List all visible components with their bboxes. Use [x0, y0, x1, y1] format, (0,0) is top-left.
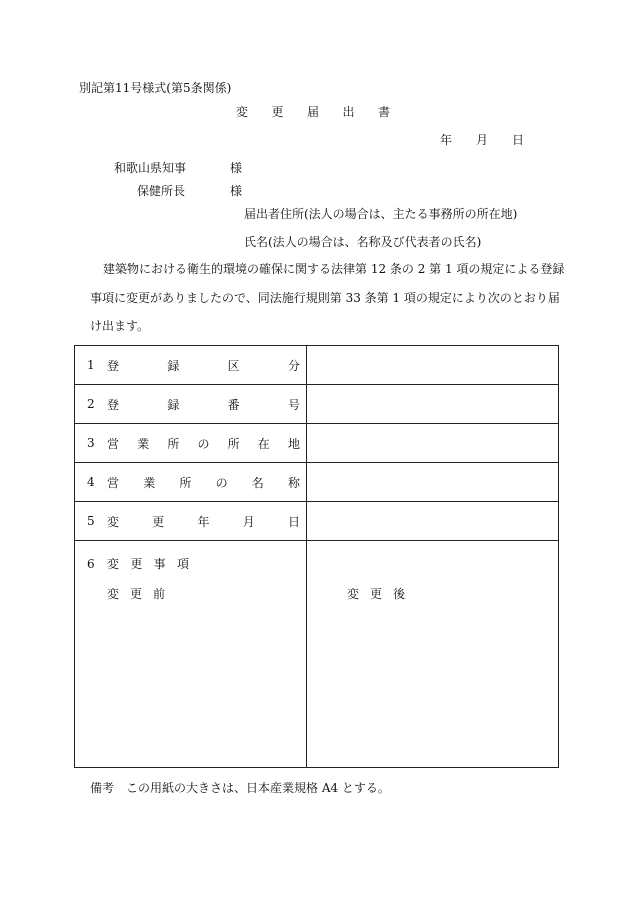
table-row	[75, 385, 559, 424]
document-title: 変 更 届 出 書	[236, 105, 390, 119]
date-day-label: 日	[512, 133, 525, 147]
row-number: 3	[87, 436, 95, 450]
changes-after-cell[interactable]	[307, 541, 559, 768]
form-number: 別記第11号様式(第5条関係)	[79, 81, 232, 95]
table-row	[75, 502, 559, 541]
changes-before-cell[interactable]	[75, 541, 307, 768]
remarks-note: 備考 この用紙の大きさは、日本産業規格 A4 とする。	[90, 781, 390, 795]
value-registration-number[interactable]	[307, 385, 559, 424]
change-notification-table	[74, 345, 559, 768]
row-number: 5	[87, 514, 95, 528]
table-row	[75, 463, 559, 502]
notifier-address-label: 届出者住所(法人の場合は、主たる事務所の所在地)	[244, 207, 518, 221]
row-label-office-address: 営 業 所 の 所 在 地	[107, 436, 300, 451]
body-text-line-2: 事項に変更がありましたので、同法施行規則第 33 条第 1 項の規定により次のとおり届	[90, 291, 560, 305]
addressee-health-center: 保健所長	[137, 184, 186, 198]
row-label-registration-category: 登 録 区 分	[107, 358, 300, 373]
body-text-line-1: 建築物における衛生的環境の確保に関する法律第 12 条の 2 第 1 項の規定による登録	[103, 262, 565, 276]
row-number: 6	[87, 557, 95, 571]
value-office-address[interactable]	[307, 424, 559, 463]
row-number: 1	[87, 358, 95, 372]
value-office-name[interactable]	[307, 463, 559, 502]
date-year-label: 年	[440, 133, 453, 147]
date-month-label: 月	[476, 133, 489, 147]
notifier-name-label: 氏名(法人の場合は、名称及び代表者の氏名)	[244, 235, 482, 249]
value-registration-category[interactable]	[307, 346, 559, 385]
addressee-governor: 和歌山県知事	[114, 161, 187, 175]
row-number: 4	[87, 475, 95, 489]
before-change-label: 変 更 前	[107, 587, 165, 601]
table-row-changes	[75, 541, 559, 768]
table-row	[75, 346, 559, 385]
row-number: 2	[87, 397, 95, 411]
after-change-label: 変 更 後	[347, 587, 405, 601]
addressee-governor-suffix: 様	[230, 161, 243, 175]
changes-label: 変 更 事 項	[107, 557, 189, 571]
value-change-date[interactable]	[307, 502, 559, 541]
row-label-change-date: 変 更 年 月 日	[107, 514, 300, 529]
row-label-office-name: 営 業 所 の 名 称	[107, 475, 300, 490]
table-row	[75, 424, 559, 463]
addressee-health-center-suffix: 様	[230, 184, 243, 198]
body-text-line-3: け出ます。	[90, 319, 150, 333]
row-label-registration-number: 登 録 番 号	[107, 397, 300, 412]
